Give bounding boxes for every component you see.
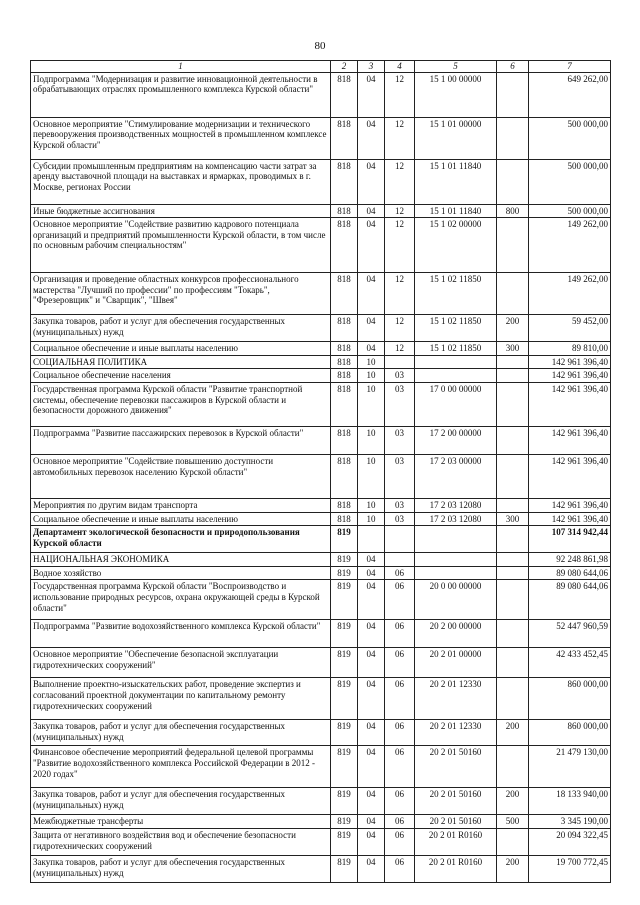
row-grbs-code: 818 xyxy=(331,512,358,526)
row-target-article: 15 1 01 11840 xyxy=(415,204,497,218)
row-amount: 18 133 940,00 xyxy=(529,788,611,815)
table-row xyxy=(31,369,611,383)
row-section-code: 04 xyxy=(358,678,385,720)
row-target-article: 15 1 02 11850 xyxy=(415,342,497,356)
row-subsection-code: 12 xyxy=(385,117,415,159)
row-section-code: 04 xyxy=(358,566,385,580)
row-name: Выполнение проектно-изыскательских работ, проведение экспертиз и согласований проектной документации по капитальному ремонту гидротехнических сооружений xyxy=(31,678,331,720)
row-grbs-code: 819 xyxy=(331,720,358,746)
row-amount: 3 345 190,00 xyxy=(529,815,611,829)
row-subsection-code: 03 xyxy=(385,383,415,427)
row-amount: 20 094 322,45 xyxy=(529,829,611,856)
row-expense-type xyxy=(497,72,529,117)
row-subsection-code: 03 xyxy=(385,427,415,455)
row-target-article: 15 1 00 00000 xyxy=(415,72,497,117)
table-row xyxy=(31,526,611,553)
row-section-code: 04 xyxy=(358,159,385,204)
row-name: НАЦИОНАЛЬНАЯ ЭКОНОМИКА xyxy=(31,553,331,567)
row-target-article: 15 1 01 11840 xyxy=(415,159,497,204)
row-section-code: 04 xyxy=(358,746,385,788)
row-grbs-code: 818 xyxy=(331,159,358,204)
row-expense-type xyxy=(497,678,529,720)
row-target-article: 15 1 02 11850 xyxy=(415,315,497,342)
table-row xyxy=(31,746,611,788)
row-amount: 500 000,00 xyxy=(529,159,611,204)
row-amount: 142 961 396,40 xyxy=(529,512,611,526)
row-amount: 860 000,00 xyxy=(529,678,611,720)
row-amount: 649 262,00 xyxy=(529,72,611,117)
row-grbs-code: 818 xyxy=(331,383,358,427)
row-grbs-code: 818 xyxy=(331,315,358,342)
row-grbs-code: 818 xyxy=(331,72,358,117)
table-row xyxy=(31,273,611,315)
row-amount: 19 700 772,45 xyxy=(529,856,611,883)
row-amount: 142 961 396,40 xyxy=(529,369,611,383)
row-amount: 500 000,00 xyxy=(529,117,611,159)
row-name: Подпрограмма "Развитие водохозяйственного комплекса Курской области" xyxy=(31,620,331,648)
table-row xyxy=(31,117,611,159)
row-target-article: 20 2 01 50160 xyxy=(415,815,497,829)
row-expense-type xyxy=(497,566,529,580)
row-subsection-code: 06 xyxy=(385,746,415,788)
row-grbs-code: 819 xyxy=(331,648,358,678)
row-section-code: 04 xyxy=(358,580,385,620)
row-target-article: 17 2 00 00000 xyxy=(415,427,497,455)
table-row xyxy=(31,815,611,829)
row-amount: 89 080 644,06 xyxy=(529,580,611,620)
row-target-article: 17 2 03 12080 xyxy=(415,512,497,526)
row-name: Закупка товаров, работ и услуг для обеспечения государственных (муниципальных) нужд xyxy=(31,856,331,883)
row-subsection-code: 06 xyxy=(385,580,415,620)
col-header-2: 2 xyxy=(331,61,358,73)
col-header-3: 3 xyxy=(358,61,385,73)
row-section-code: 10 xyxy=(358,369,385,383)
table-row xyxy=(31,788,611,815)
row-target-article xyxy=(415,553,497,567)
row-name: Межбюджетные трансферты xyxy=(31,815,331,829)
row-expense-type xyxy=(497,369,529,383)
row-subsection-code: 06 xyxy=(385,788,415,815)
row-expense-type: 300 xyxy=(497,342,529,356)
row-grbs-code: 818 xyxy=(331,218,358,273)
row-name: Основное мероприятие "Стимулирование модернизации и технического перевооружения производственных мощностей в промышленном комплексе Курской области" xyxy=(31,117,331,159)
row-section-code: 04 xyxy=(358,620,385,648)
table-row xyxy=(31,566,611,580)
row-grbs-code: 818 xyxy=(331,273,358,315)
row-target-article: 20 2 00 00000 xyxy=(415,620,497,648)
row-expense-type: 300 xyxy=(497,512,529,526)
table-row xyxy=(31,829,611,856)
row-expense-type xyxy=(497,499,529,513)
row-expense-type xyxy=(497,117,529,159)
row-section-code: 04 xyxy=(358,72,385,117)
row-target-article: 20 0 00 00000 xyxy=(415,580,497,620)
col-header-4: 4 xyxy=(385,61,415,73)
row-name: Государственная программа Курской области "Развитие транспортной системы, обеспечение перевозки пассажиров в Курской области и безопасности дорожного движения" xyxy=(31,383,331,427)
row-grbs-code: 818 xyxy=(331,342,358,356)
row-subsection-code: 12 xyxy=(385,342,415,356)
row-grbs-code: 819 xyxy=(331,829,358,856)
row-amount: 142 961 396,40 xyxy=(529,383,611,427)
row-grbs-code: 818 xyxy=(331,204,358,218)
row-target-article xyxy=(415,355,497,369)
row-target-article: 20 2 01 R0160 xyxy=(415,856,497,883)
row-name: Подпрограмма "Модернизация и развитие инновационной деятельности в обрабатывающих отраслях промышленного комплекса Курской области" xyxy=(31,72,331,117)
row-name: Водное хозяйство xyxy=(31,566,331,580)
row-amount: 52 447 960,59 xyxy=(529,620,611,648)
table-row xyxy=(31,499,611,513)
row-section-code: 04 xyxy=(358,856,385,883)
row-section-code: 04 xyxy=(358,273,385,315)
col-header-1: 1 xyxy=(31,61,331,73)
row-amount: 89 080 644,06 xyxy=(529,566,611,580)
row-section-code: 10 xyxy=(358,499,385,513)
row-subsection-code: 06 xyxy=(385,720,415,746)
row-section-code: 04 xyxy=(358,342,385,356)
row-amount: 149 262,00 xyxy=(529,273,611,315)
row-subsection-code: 06 xyxy=(385,829,415,856)
table-row xyxy=(31,553,611,567)
row-amount: 142 961 396,40 xyxy=(529,455,611,499)
row-target-article xyxy=(415,369,497,383)
row-name: Социальное обеспечение и иные выплаты населению xyxy=(31,512,331,526)
row-target-article: 15 1 01 00000 xyxy=(415,117,497,159)
row-expense-type xyxy=(497,526,529,553)
row-expense-type xyxy=(497,746,529,788)
row-expense-type xyxy=(497,273,529,315)
table-row xyxy=(31,342,611,356)
row-grbs-code: 818 xyxy=(331,369,358,383)
table-row xyxy=(31,315,611,342)
row-grbs-code: 819 xyxy=(331,580,358,620)
row-subsection-code xyxy=(385,553,415,567)
row-subsection-code: 06 xyxy=(385,815,415,829)
row-amount: 149 262,00 xyxy=(529,218,611,273)
table-row xyxy=(31,856,611,883)
row-amount: 107 314 942,44 xyxy=(529,526,611,553)
row-subsection-code xyxy=(385,526,415,553)
row-target-article: 17 0 00 00000 xyxy=(415,383,497,427)
row-name: Субсидии промышленным предприятиям на компенсацию части затрат за аренду выставочной площади на выставках и ярмарках, проводимых в г. Москве, регионах России xyxy=(31,159,331,204)
row-name: Основное мероприятие "Содействие развитию кадрового потенциала организаций и предприятий промышленности Курской области, в том числе по основным рабочим специальностям" xyxy=(31,218,331,273)
row-target-article: 20 2 01 00000 xyxy=(415,648,497,678)
row-name: Иные бюджетные ассигнования xyxy=(31,204,331,218)
row-section-code: 10 xyxy=(358,383,385,427)
row-subsection-code: 12 xyxy=(385,273,415,315)
row-subsection-code: 03 xyxy=(385,512,415,526)
row-subsection-code: 06 xyxy=(385,856,415,883)
row-amount: 860 000,00 xyxy=(529,720,611,746)
row-name: Мероприятия по другим видам транспорта xyxy=(31,499,331,513)
row-subsection-code xyxy=(385,355,415,369)
row-subsection-code: 03 xyxy=(385,499,415,513)
row-grbs-code: 819 xyxy=(331,856,358,883)
row-subsection-code: 03 xyxy=(385,455,415,499)
row-section-code: 04 xyxy=(358,829,385,856)
row-section-code: 04 xyxy=(358,553,385,567)
row-expense-type: 500 xyxy=(497,815,529,829)
row-grbs-code: 818 xyxy=(331,499,358,513)
row-subsection-code: 12 xyxy=(385,315,415,342)
col-header-5: 5 xyxy=(415,61,497,73)
row-amount: 92 248 861,98 xyxy=(529,553,611,567)
table-row xyxy=(31,204,611,218)
row-section-code: 10 xyxy=(358,427,385,455)
row-target-article: 20 2 01 50160 xyxy=(415,788,497,815)
row-expense-type xyxy=(497,218,529,273)
row-grbs-code: 819 xyxy=(331,566,358,580)
table-row xyxy=(31,355,611,369)
row-grbs-code: 819 xyxy=(331,678,358,720)
row-amount: 89 810,00 xyxy=(529,342,611,356)
row-subsection-code: 12 xyxy=(385,218,415,273)
table-body xyxy=(31,72,611,882)
row-section-code: 04 xyxy=(358,815,385,829)
table-row xyxy=(31,72,611,117)
row-amount: 142 961 396,40 xyxy=(529,427,611,455)
row-grbs-code: 819 xyxy=(331,526,358,553)
row-name: Защита от негативного воздействия вод и обеспечение безопасности гидротехнических сооружений xyxy=(31,829,331,856)
row-section-code: 04 xyxy=(358,204,385,218)
row-name: Организация и проведение областных конкурсов профессионального мастерства "Лучший по профессии" по профессиям "Токарь", "Фрезеровщик" и "Сварщик", "Швея" xyxy=(31,273,331,315)
row-grbs-code: 818 xyxy=(331,355,358,369)
column-number-row xyxy=(31,61,611,73)
row-name: Социальное обеспечение населения xyxy=(31,369,331,383)
row-amount: 142 961 396,40 xyxy=(529,499,611,513)
row-section-code: 04 xyxy=(358,648,385,678)
row-grbs-code: 819 xyxy=(331,553,358,567)
row-amount: 42 433 452,45 xyxy=(529,648,611,678)
table-row xyxy=(31,648,611,678)
row-expense-type xyxy=(497,455,529,499)
row-expense-type: 200 xyxy=(497,788,529,815)
row-expense-type xyxy=(497,427,529,455)
row-name: Социальное обеспечение и иные выплаты населению xyxy=(31,342,331,356)
row-section-code: 10 xyxy=(358,355,385,369)
row-grbs-code: 819 xyxy=(331,788,358,815)
row-target-article: 17 2 03 00000 xyxy=(415,455,497,499)
row-name: Государственная программа Курской области "Воспроизводство и использование природных ресурсов, охрана окружающей среды в Курской области" xyxy=(31,580,331,620)
row-grbs-code: 819 xyxy=(331,815,358,829)
row-section-code: 04 xyxy=(358,788,385,815)
row-subsection-code: 12 xyxy=(385,204,415,218)
row-subsection-code: 06 xyxy=(385,648,415,678)
row-expense-type xyxy=(497,159,529,204)
table-row xyxy=(31,159,611,204)
table-row xyxy=(31,678,611,720)
row-section-code: 04 xyxy=(358,315,385,342)
row-name: Закупка товаров, работ и услуг для обеспечения государственных (муниципальных) нужд xyxy=(31,315,331,342)
row-name: Закупка товаров, работ и услуг для обеспечения государственных (муниципальных) нужд xyxy=(31,788,331,815)
row-expense-type xyxy=(497,355,529,369)
row-expense-type xyxy=(497,620,529,648)
row-expense-type xyxy=(497,383,529,427)
row-name: Закупка товаров, работ и услуг для обеспечения государственных (муниципальных) нужд xyxy=(31,720,331,746)
row-expense-type xyxy=(497,580,529,620)
row-target-article: 20 2 01 12330 xyxy=(415,678,497,720)
table-row xyxy=(31,512,611,526)
row-subsection-code: 03 xyxy=(385,369,415,383)
row-name: Подпрограмма "Развитие пассажирских перевозок в Курской области" xyxy=(31,427,331,455)
row-expense-type xyxy=(497,829,529,856)
row-expense-type: 200 xyxy=(497,856,529,883)
row-name: Основное мероприятие "Обеспечение безопасной эксплуатации гидротехнических сооружений" xyxy=(31,648,331,678)
row-expense-type xyxy=(497,648,529,678)
table-row xyxy=(31,455,611,499)
row-subsection-code: 06 xyxy=(385,620,415,648)
row-amount: 59 452,00 xyxy=(529,315,611,342)
table-row xyxy=(31,383,611,427)
row-grbs-code: 818 xyxy=(331,427,358,455)
row-section-code: 04 xyxy=(358,218,385,273)
row-section-code: 04 xyxy=(358,720,385,746)
row-target-article: 20 2 01 R0160 xyxy=(415,829,497,856)
row-subsection-code: 06 xyxy=(385,566,415,580)
row-target-article: 20 2 01 50160 xyxy=(415,746,497,788)
col-header-6: 6 xyxy=(497,61,529,73)
row-section-code: 10 xyxy=(358,455,385,499)
row-grbs-code: 818 xyxy=(331,117,358,159)
row-subsection-code: 06 xyxy=(385,678,415,720)
row-expense-type: 200 xyxy=(497,315,529,342)
table-row xyxy=(31,620,611,648)
row-amount: 500 000,00 xyxy=(529,204,611,218)
budget-table xyxy=(30,60,611,883)
row-expense-type xyxy=(497,553,529,567)
row-target-article: 15 1 02 11850 xyxy=(415,273,497,315)
row-subsection-code: 12 xyxy=(385,159,415,204)
row-target-article xyxy=(415,566,497,580)
row-amount: 21 479 130,00 xyxy=(529,746,611,788)
row-expense-type: 800 xyxy=(497,204,529,218)
table-row xyxy=(31,218,611,273)
row-name: Основное мероприятие "Содействие повышению доступности автомобильных перевозок населению Курской области" xyxy=(31,455,331,499)
table-row xyxy=(31,720,611,746)
row-name: Департамент экологической безопасности и природопользования Курской области xyxy=(31,526,331,553)
col-header-7: 7 xyxy=(529,61,611,73)
row-target-article: 17 2 03 12080 xyxy=(415,499,497,513)
row-target-article xyxy=(415,526,497,553)
row-name: Финансовое обеспечение мероприятий федеральной целевой программы "Развитие водохозяйственного комплекса Российской Федерации в 2012 - 2020 годах" xyxy=(31,746,331,788)
table-row xyxy=(31,580,611,620)
table-row xyxy=(31,427,611,455)
row-section-code xyxy=(358,526,385,553)
row-grbs-code: 818 xyxy=(331,455,358,499)
row-subsection-code: 12 xyxy=(385,72,415,117)
page-number: 80 xyxy=(314,40,326,52)
row-section-code: 10 xyxy=(358,512,385,526)
row-target-article: 20 2 01 12330 xyxy=(415,720,497,746)
row-grbs-code: 819 xyxy=(331,746,358,788)
row-section-code: 04 xyxy=(358,117,385,159)
row-expense-type: 200 xyxy=(497,720,529,746)
row-grbs-code: 819 xyxy=(331,620,358,648)
row-name: СОЦИАЛЬНАЯ ПОЛИТИКА xyxy=(31,355,331,369)
row-amount: 142 961 396,40 xyxy=(529,355,611,369)
row-target-article: 15 1 02 00000 xyxy=(415,218,497,273)
